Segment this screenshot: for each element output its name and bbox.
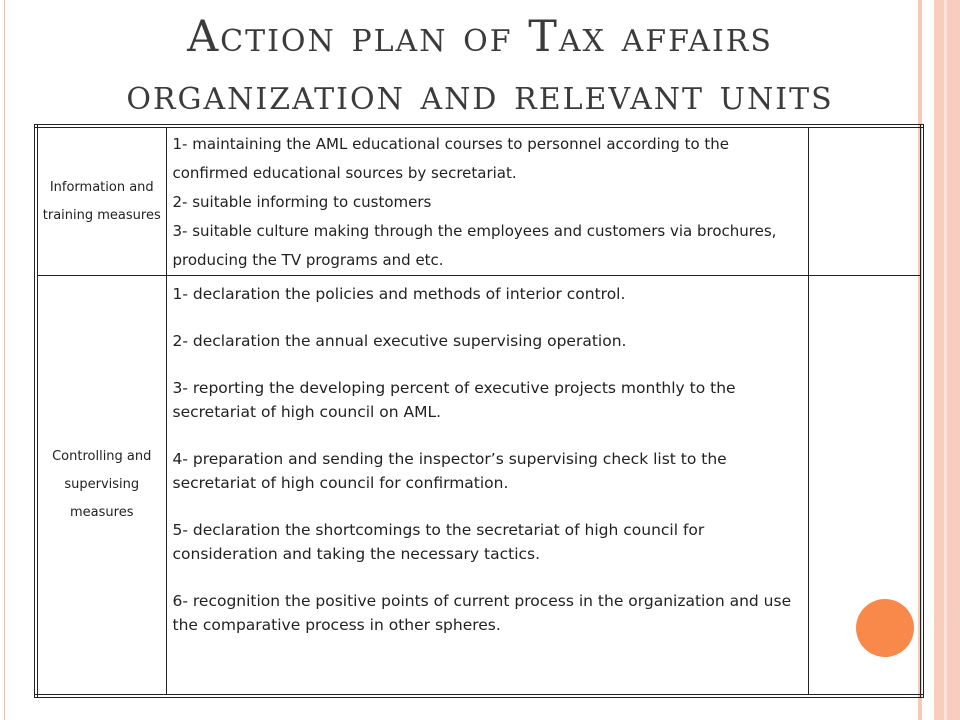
action-item: 2- suitable informing to customers <box>172 193 432 211</box>
table-row <box>36 126 922 276</box>
action-item: 1- maintaining the AML educational courses to personnel according to the confirmed educational sources by secretariat. <box>172 135 730 182</box>
slide-title-line-2: organization and relevant units <box>126 70 834 120</box>
table-row <box>36 276 922 696</box>
action-item: 4- preparation and sending the inspector’s supervising check list to the secretariat of high council for confirmation. <box>172 450 727 493</box>
slide-title-line-1: Action plan of Tax affairs <box>187 12 773 62</box>
action-item: 1- declaration the policies and methods of interior control. <box>172 285 626 304</box>
actions-cell <box>166 276 808 696</box>
category-cell: Controlling and supervising measures <box>36 276 166 696</box>
action-item: 5- declaration the shortcomings to the secretariat of high council for consideration and taking the necessary tactics. <box>172 521 705 564</box>
decorative-stripe-light <box>944 0 947 720</box>
action-item: 2- declaration the annual executive supervising operation. <box>172 332 627 351</box>
empty-cell <box>808 126 922 276</box>
action-item: 6- recognition the positive points of current process in the organization and use the comparative process in other spheres. <box>172 592 792 635</box>
actions-cell <box>166 126 808 276</box>
action-item: 3- reporting the developing percent of executive projects monthly to the secretariat of high council on AML. <box>172 379 736 422</box>
category-cell: Information and training measures <box>36 126 166 276</box>
decorative-circle <box>856 599 914 657</box>
slide-title <box>60 8 900 124</box>
decorative-stripe-wide <box>934 0 960 720</box>
action-plan-table <box>34 124 924 698</box>
left-border-line <box>4 0 5 720</box>
action-item: 3- suitable culture making through the employees and customers via brochures, producing the TV programs and etc. <box>172 222 777 269</box>
